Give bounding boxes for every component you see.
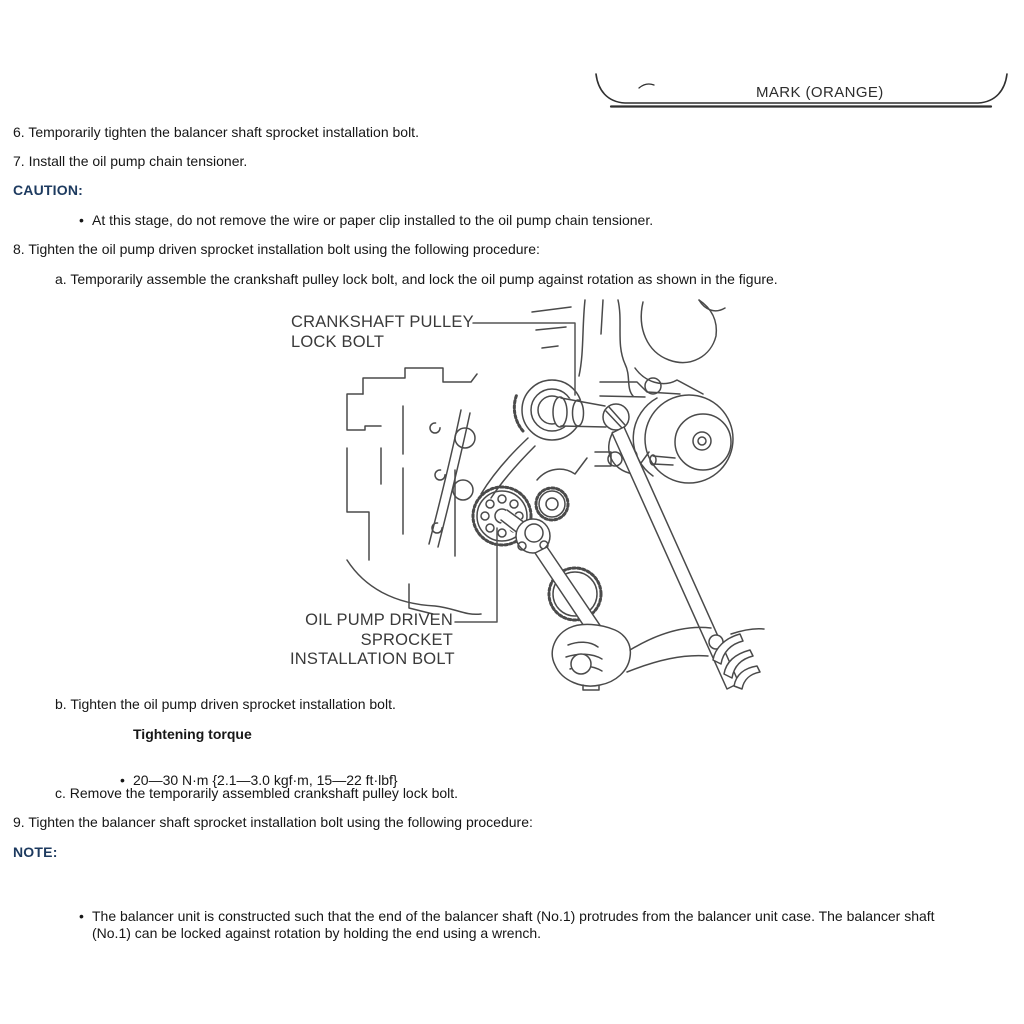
- callout-oil-pump-sprocket: [290, 611, 453, 670]
- mark-orange-label: MARK (ORANGE): [756, 84, 884, 101]
- step-8: 8. Tighten the oil pump driven sprocket installation bolt using the following procedure:: [13, 241, 540, 257]
- note-heading: NOTE:: [13, 844, 58, 860]
- step-9: 9. Tighten the balancer shaft sprocket installation bolt using the following procedure:: [13, 814, 533, 830]
- step-6: 6. Temporarily tighten the balancer shaft sprocket installation bolt.: [13, 124, 419, 140]
- step-8a: a. Temporarily assemble the crankshaft pulley lock bolt, and lock the oil pump against rotation as shown in the figure.: [55, 271, 778, 287]
- callout-crankshaft-pulley: [291, 313, 474, 352]
- callout-oil-pump-line3: INSTALLATION BOLT: [290, 650, 455, 668]
- step-8b: b. Tighten the oil pump driven sprocket installation bolt.: [55, 696, 396, 712]
- torque-value: • 20—30 N·m {2.1—3.0 kgf·m, 15—22 ft·lbf}: [133, 772, 1024, 789]
- callout-crankshaft-line1: CRANKSHAFT PULLEY: [291, 313, 474, 331]
- idler-gear: [536, 458, 587, 520]
- callout-oil-pump-line1: OIL PUMP DRIVEN: [305, 611, 453, 629]
- callout-oil-pump-line2: SPROCKET: [360, 630, 453, 649]
- caution-heading: CAUTION:: [13, 182, 84, 198]
- caution-bullet-item: • At this stage, do not remove the wire or paper clip installed to the oil pump chain tensioner.: [92, 212, 1024, 229]
- engine-mount-bracket: [600, 300, 725, 397]
- crankshaft-pulley-lock-bolt: [553, 397, 607, 428]
- callout-crankshaft-line2: LOCK BOLT: [291, 332, 385, 351]
- engine-block-left: [347, 368, 481, 614]
- torque-heading: Tightening torque: [133, 726, 252, 742]
- crankshaft-callout-leader: [473, 323, 575, 395]
- figure-fragment-squiggle: [639, 84, 654, 88]
- step-7: 7. Install the oil pump chain tensioner.: [13, 153, 248, 169]
- step-8c: c. Remove the temporarily assembled crankshaft pulley lock bolt.: [55, 785, 459, 801]
- engine-figure: [0, 298, 1024, 696]
- note-bullet-item: • The balancer unit is constructed such that the end of the balancer shaft (No.1) protrudes from the balancer unit case. The balancer shaft (No.1) can be locked against rotation by holding the end using a wrench.: [92, 908, 964, 942]
